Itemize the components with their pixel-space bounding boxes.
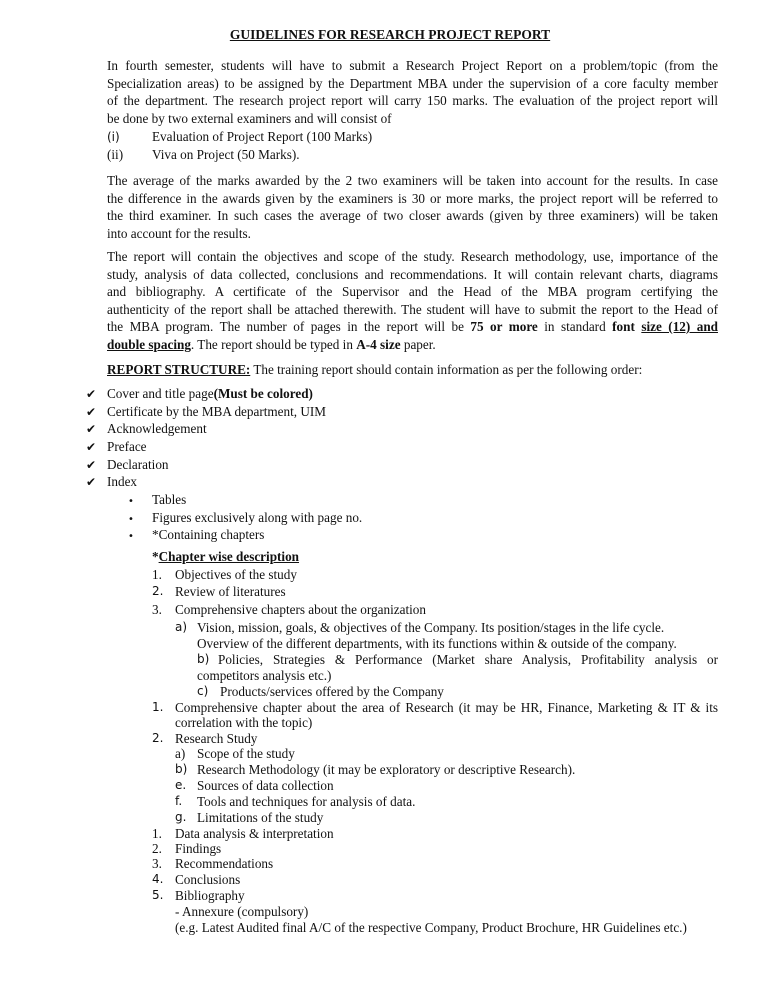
chapter-item: Findings <box>175 841 222 856</box>
chapter-item: Recommendations <box>175 856 274 871</box>
chapter-number: 1. <box>152 826 162 841</box>
document-title: GUIDELINES FOR RESEARCH PROJECT REPORT <box>229 27 551 42</box>
chapter-item: Research Study <box>175 731 258 746</box>
evaluation-item <box>107 128 120 147</box>
report-structure-heading: REPORT STRUCTURE: <box>107 362 251 377</box>
average-line: the third examiner. In such cases the average of two closer awards (given by three examiners) will be taken <box>107 208 718 223</box>
check-icon: ✔ <box>86 475 97 489</box>
report-line: The report will contain the objectives and scope of the study. Research methodology, use, importance of the <box>107 249 718 264</box>
research-item: Tools and techniques for analysis of data. <box>197 794 416 809</box>
chapter-item: Objectives of the study <box>175 567 297 582</box>
pages-line <box>107 318 718 336</box>
annexure-note: (e.g. Latest Audited final A/C of the respective Company, Product Brochure, HR Guidelines etc.) <box>175 920 687 935</box>
spacing-text: paper. <box>400 336 436 352</box>
research-marker: b) <box>175 762 188 776</box>
spacing-line <box>107 336 718 354</box>
chapter-number: 2. <box>152 731 164 745</box>
check-item: Preface <box>107 439 147 454</box>
chapter-heading-star: * <box>152 549 159 564</box>
bullet-icon: • <box>128 514 134 525</box>
check-item: Declaration <box>107 457 169 472</box>
chapter-number: 4. <box>152 872 164 886</box>
report-line: and bibliography. A certificate of the Supervisor and the Head of the MBA program certifying the <box>107 284 718 299</box>
check-icon: ✔ <box>86 405 97 419</box>
chapter-number: 3. <box>152 602 162 617</box>
research-item: Scope of the study <box>197 746 295 761</box>
pages-text: the MBA program. The number of pages in the report will be <box>107 319 471 334</box>
intro-line: Specialization areas) to be assigned by the Department MBA under the supervision of a core faculty member <box>107 75 718 91</box>
bullet-item: *Containing chapters <box>152 527 265 542</box>
research-item: Sources of data collection <box>197 778 334 793</box>
chapter-item-line: correlation with the topic) <box>175 715 313 730</box>
intro-line: In fourth semester, students will have to submit a Research Project Report on a problem/topic (from the <box>107 58 718 73</box>
org-item-line: Overview of the different departments, with its functions within & outside of the company. <box>197 636 677 651</box>
chapter-number: 5. <box>152 888 164 902</box>
chapter-heading-text: Chapter wise description <box>158 549 300 564</box>
check-item-text: Cover and title page <box>107 386 214 401</box>
chapter-heading <box>152 548 299 566</box>
check-item: Index <box>107 474 138 489</box>
intro-paragraph <box>107 57 718 127</box>
org-item-line: competitors analysis etc.) <box>197 668 332 683</box>
chapter-item: Comprehensive chapters about the organization <box>175 602 426 617</box>
bullet-icon: • <box>128 531 134 542</box>
evaluation-text: Viva on Project (50 Marks). <box>152 147 300 162</box>
org-marker: b) <box>197 652 210 666</box>
double-spacing: double spacing <box>107 336 191 352</box>
average-line: into account for the results. <box>107 225 251 241</box>
bullet-icon: • <box>128 496 134 507</box>
chapter-item: Data analysis & interpretation <box>175 826 334 841</box>
font-size: size (12) and <box>641 319 718 334</box>
research-marker: e. <box>175 778 187 792</box>
chapter-number: 3. <box>152 856 162 871</box>
paper-size: A-4 size <box>356 336 401 352</box>
research-marker: f. <box>175 794 183 808</box>
org-item-line: Vision, mission, goals, & objectives of the Company. Its position/stages in the life cycle. <box>197 620 665 635</box>
chapter-number: 1. <box>152 700 164 714</box>
report-structure-text: The training report should contain information as per the following order: <box>250 362 643 377</box>
chapter-number: 2. <box>152 584 164 598</box>
org-item-b <box>218 651 718 669</box>
intro-line: be done by two external examiners and will consist of <box>107 110 392 126</box>
annexure: - Annexure (compulsory) <box>175 904 309 919</box>
average-line: the difference in the awards given by the examiners is 30 or more marks, the project report will be referred to <box>107 190 718 206</box>
chapter-number: 1. <box>152 567 162 582</box>
evaluation-marker: (ii) <box>107 147 124 162</box>
org-marker: a) <box>175 620 188 634</box>
chapter-item: Bibliography <box>175 888 245 903</box>
check-item: Acknowledgement <box>107 421 207 436</box>
check-icon: ✔ <box>86 440 97 454</box>
bullet-item: Tables <box>152 492 187 507</box>
check-item: Certificate by the MBA department, UIM <box>107 404 327 419</box>
report-paragraph <box>107 248 718 353</box>
report-line: study, analysis of data collected, conclusions and recommendations. It will contain relevant charts, diagrams <box>107 266 718 282</box>
pages-text: in standard <box>537 319 613 334</box>
bullet-item: Figures exclusively along with page no. <box>152 510 363 525</box>
font-label: font <box>612 319 642 334</box>
report-line: authenticity of the report shall be attached therewith. The student will have to submit the report to the Head of <box>107 301 718 317</box>
chapter-item: Conclusions <box>175 872 241 887</box>
spacing-text: . The report should be typed in <box>190 336 357 352</box>
evaluation-text: Evaluation of Project Report (100 Marks) <box>152 129 373 144</box>
chapter-item: Review of literatures <box>175 584 286 599</box>
check-icon: ✔ <box>86 387 97 401</box>
check-item-emphasis: (Must be colored) <box>213 386 313 401</box>
intro-line: of the department. The research project report will carry 150 marks. The evaluation of the project report will <box>107 93 718 108</box>
check-item <box>107 385 313 403</box>
evaluation-marker: (i) <box>107 130 120 144</box>
pages-count: 75 or more <box>470 319 538 334</box>
research-marker: g. <box>175 810 187 824</box>
research-item: Research Methodology (it may be exploratory or descriptive Research). <box>197 762 576 777</box>
check-icon: ✔ <box>86 458 97 472</box>
report-structure <box>107 361 642 379</box>
average-line: The average of the marks awarded by the 2 two examiners will be taken into account for the results. In case <box>107 173 718 188</box>
research-item: Limitations of the study <box>197 810 324 825</box>
research-marker: a) <box>175 746 186 761</box>
chapter-number: 2. <box>152 841 162 856</box>
org-marker: c) <box>197 684 209 698</box>
average-paragraph <box>107 172 718 242</box>
chapter-item-line: Comprehensive chapter about the area of Research (it may be HR, Finance, Marketing & IT & its <box>175 700 718 715</box>
org-item-line: Products/services offered by the Company <box>220 684 444 699</box>
check-icon: ✔ <box>86 422 97 436</box>
org-item-line: Policies, Strategies & Performance (Market share Analysis, Profitability analysis or <box>218 652 718 667</box>
